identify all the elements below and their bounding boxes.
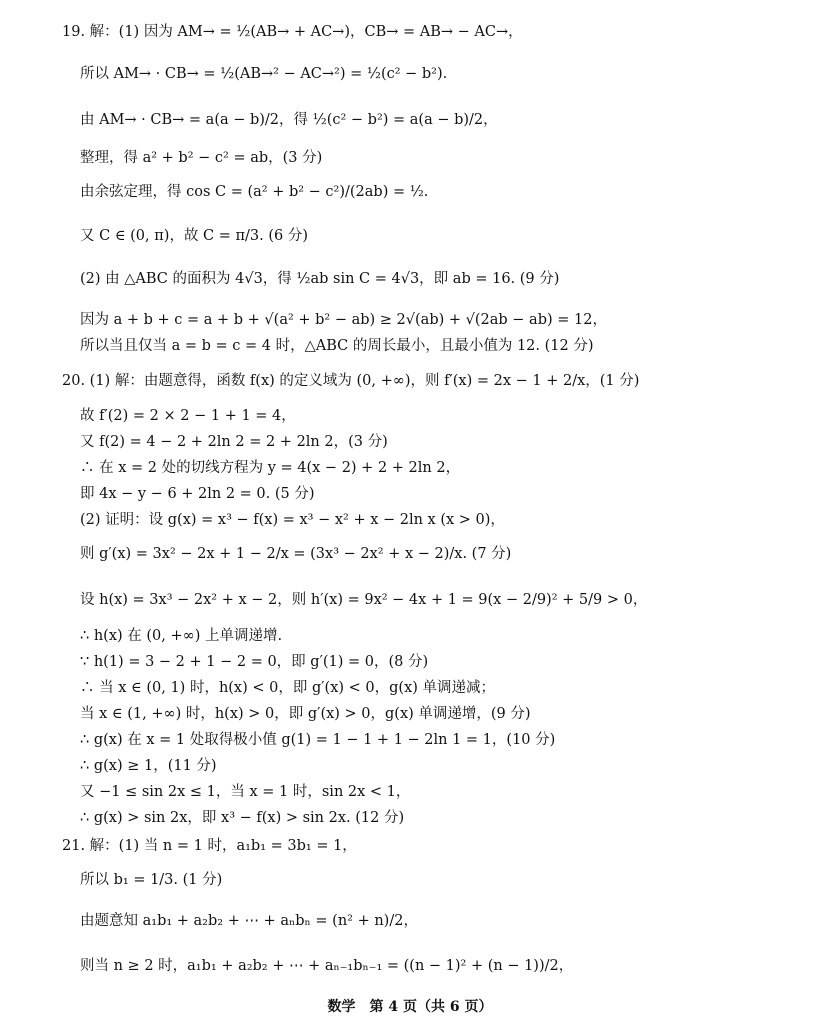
text-line: 则当 n ≥ 2 时，a₁b₁ + a₂b₂ + ⋯ + aₙ₋₁bₙ₋₁ = ((n − 1)² + (n − 1))/2， <box>80 958 574 974</box>
text-line: 由 AM→ · CB→ = a(a − b)/2，得 ½(c² − b²) = a(a − b)/2， <box>80 112 498 128</box>
text-line: ∴ g(x) 在 x = 1 处取得极小值 g(1) = 1 − 1 + 1 − 2ln 1 = 1，(10 分) <box>80 732 556 748</box>
text-line: 因为 a + b + c = a + b + √(a² + b² − ab) ≥ 2√(ab) + √(2ab − ab) = 12， <box>80 312 607 328</box>
text-line: ∴ g(x) ≥ 1，(11 分) <box>80 758 217 774</box>
text-line: 所以当且仅当 a = b = c = 4 时，△ABC 的周长最小，且最小值为 12. (12 分) <box>80 338 594 354</box>
text-line: 所以 AM→ · CB→ = ½(AB→² − AC→²) = ½(c² − b²). <box>80 66 448 82</box>
text-line: 20. (1) 解：由题意得，函数 f(x) 的定义域为 (0, +∞)，则 f′(x) = 2x − 1 + 2/x，(1 分) <box>62 373 640 389</box>
text-line: 设 h(x) = 3x³ − 2x² + x − 2，则 h′(x) = 9x² − 4x + 1 = 9(x − 2/9)² + 5/9 > 0， <box>80 592 648 608</box>
text-line: 又 −1 ≤ sin 2x ≤ 1，当 x = 1 时，sin 2x < 1， <box>80 784 411 800</box>
text-line: 则 g′(x) = 3x² − 2x + 1 − 2/x = (3x³ − 2x² + x − 2)/x. (7 分) <box>80 546 512 562</box>
text-line: 又 f(2) = 4 − 2 + 2ln 2 = 2 + 2ln 2，(3 分) <box>80 434 388 450</box>
text-line: (2) 证明：设 g(x) = x³ − f(x) = x³ − x² + x − 2ln x (x > 0)， <box>80 512 505 528</box>
text-line: 由题意知 a₁b₁ + a₂b₂ + ⋯ + aₙbₙ = (n² + n)/2， <box>80 913 418 929</box>
text-line: 由余弦定理，得 cos C = (a² + b² − c²)/(2ab) = ½. <box>80 184 429 200</box>
text-line: ∵ h(1) = 3 − 2 + 1 − 2 = 0，即 g′(1) = 0，(8 分) <box>80 654 429 670</box>
text-line: 当 x ∈ (1, +∞) 时，h(x) > 0，即 g′(x) > 0，g(x) 单调递增，(9 分) <box>80 706 531 722</box>
text-line: 整理，得 a² + b² − c² = ab，(3 分) <box>80 150 323 166</box>
text-line: 又 C ∈ (0, π)，故 C = π/3. (6 分) <box>80 228 309 244</box>
text-line: (2) 由 △ABC 的面积为 4√3，得 ½ab sin C = 4√3，即 ab = 16. (9 分) <box>80 271 560 287</box>
text-line: 19. 解：(1) 因为 AM→ = ½(AB→ + AC→)，CB→ = AB→ − AC→， <box>62 24 523 40</box>
text-line: 故 f′(2) = 2 × 2 − 1 + 1 = 4， <box>80 408 296 424</box>
text-line: ∴ g(x) > sin 2x，即 x³ − f(x) > sin 2x. (12 分) <box>80 810 405 826</box>
text-line: ∴ 当 x ∈ (0, 1) 时，h(x) < 0，即 g′(x) < 0，g(x) 单调递减； <box>80 680 496 696</box>
text-line: ∴ 在 x = 2 处的切线方程为 y = 4(x − 2) + 2 + 2ln 2， <box>80 460 461 476</box>
text-line: 所以 b₁ = 1/3. (1 分) <box>80 872 223 888</box>
text-line: 即 4x − y − 6 + 2ln 2 = 0. (5 分) <box>80 486 315 502</box>
page-footer: 数学 第 4 页（共 6 页） <box>327 999 493 1015</box>
text-line: 21. 解：(1) 当 n = 1 时，a₁b₁ = 3b₁ = 1， <box>62 838 357 854</box>
text-line: ∴ h(x) 在 (0, +∞) 上单调递增. <box>80 628 283 644</box>
